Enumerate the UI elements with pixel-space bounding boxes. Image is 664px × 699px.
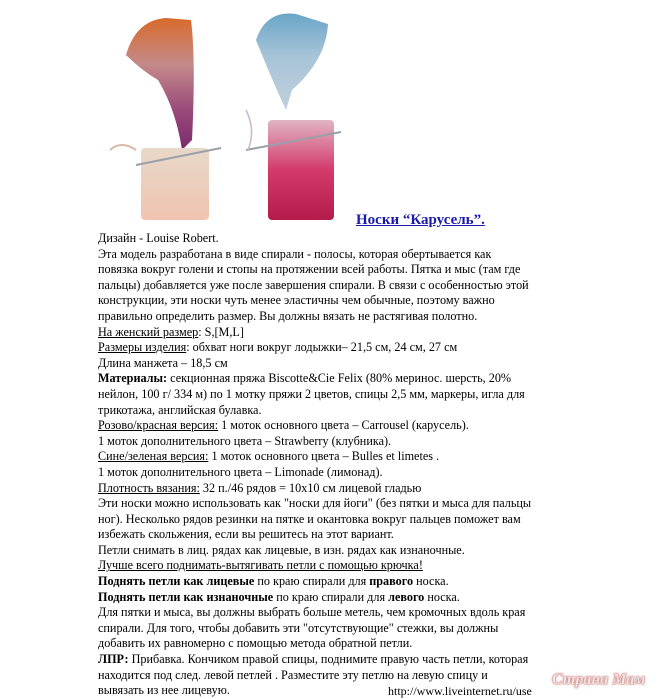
text-run: правого	[369, 574, 414, 589]
text-line	[98, 247, 658, 263]
text-run: носка.	[424, 589, 460, 604]
text-line	[98, 403, 658, 419]
text-run: по краю спирали для	[273, 589, 389, 604]
text-line	[98, 340, 658, 356]
text-run: Сине/зеленая версия:	[98, 449, 209, 464]
text-run: Материалы:	[98, 371, 168, 386]
text-run: 1 моток дополнительного цвета – Strawberry (клубника).	[98, 433, 392, 448]
text-run: ног). Несколько рядов резинки на пятке и окантовка вокруг пальцев поможет вам	[98, 511, 521, 526]
text-run: находится под след. левой петлей . Разместите эту петлю на левую спицу и	[98, 667, 488, 682]
text-line	[98, 543, 658, 559]
text-run: левого	[388, 589, 425, 604]
text-run: Поднять петли как изнаночные	[98, 589, 274, 604]
watermark-logo: Страна Мам	[552, 671, 646, 688]
text-run: Розово/красная версия:	[98, 418, 219, 433]
text-run: Лучше всего поднимать-вытягивать петли с помощью крючка!	[98, 558, 423, 573]
text-line	[98, 309, 658, 325]
text-run: 1 моток основного цвета – Bulles et limetes .	[208, 449, 440, 464]
text-line	[98, 496, 658, 512]
text-line	[98, 652, 658, 668]
text-run: : обхват ноги вокруг лодыжки– 21,5 см, 24 см, 27 см	[186, 340, 458, 355]
text-run: Дизайн - Louise Robert.	[98, 231, 219, 245]
text-line	[98, 621, 658, 637]
text-line	[98, 481, 658, 497]
text-run: 1 моток основного цвета – Carrousel (карусель).	[218, 418, 469, 433]
text-line	[98, 434, 658, 450]
text-line	[98, 231, 658, 247]
knitted-socks-image	[96, 0, 343, 232]
text-line	[98, 387, 658, 403]
text-run: 32 п./46 рядов = 10x10 см лицевой гладью	[199, 480, 422, 495]
text-line	[98, 356, 658, 372]
text-run: Эти носки можно использовать как "носки для йоги" (без пятки и мыса для пальцы	[98, 496, 532, 511]
article-title[interactable]: Носки “Карусель”.	[356, 212, 485, 228]
text-run: : S,[M,L]	[198, 324, 244, 339]
text-run: 1 моток дополнительного цвета – Limonade (лимонад).	[98, 464, 383, 479]
text-line	[98, 574, 658, 590]
text-line	[98, 605, 658, 621]
text-run: по краю спирали для	[254, 574, 370, 589]
text-run: нейлон, 100 г/ 334 м) по 1 мотку пряжи 2 цветов, спицы 2,5 мм, маркеры, игла для	[98, 386, 525, 401]
text-run: Плотность вязания:	[98, 480, 200, 495]
text-line	[98, 558, 658, 574]
text-run: Размеры изделия	[98, 340, 187, 355]
text-line	[98, 418, 658, 434]
text-line	[98, 325, 658, 341]
product-photo	[96, 0, 343, 232]
text-line	[98, 512, 658, 528]
text-run: конструкции, эти носки чуть менее эластичны чем обычные, поэтому важно	[98, 293, 495, 308]
text-run: повязка вокруг голени и стопы на протяжении всей работы. Пятка и мыс (там где	[98, 262, 521, 277]
text-run: пальцы) добавляется уже после завершения спирали. В связи с особенностью этой	[98, 277, 529, 292]
text-run: Прибавка. Кончиком правой спицы, поднимите правую часть петли, которая	[128, 652, 529, 667]
text-run: Эта модель разработана в виде спирали - полосы, которая обертывается как	[98, 246, 492, 261]
text-line	[98, 527, 658, 543]
text-run: носка.	[413, 574, 449, 589]
text-run: избежать скольжения, если вы решитесь на этот вариант.	[98, 527, 394, 542]
text-run: секционная пряжа Biscotte&Cie Felix (80% меринос. шерсть, 20%	[167, 371, 512, 386]
text-run: ЛПР:	[98, 652, 129, 667]
source-url[interactable]: http://www.liveinternet.ru/use	[388, 684, 532, 698]
text-line	[98, 262, 658, 278]
text-run: Для пятки и мыса, вы должны выбрать больше метель, чем кромочных вдоль края	[98, 605, 526, 620]
article-body	[98, 231, 658, 699]
text-line	[98, 293, 658, 309]
text-line	[98, 465, 658, 481]
text-run: Длина манжета – 18,5 см	[98, 355, 228, 370]
text-line	[98, 449, 658, 465]
text-run: трикотажа, английская булавка.	[98, 402, 262, 417]
text-run: Поднять петли как лицевые	[98, 574, 255, 589]
text-run: На женский размер	[98, 324, 199, 339]
text-run: вывязать из нее лицевую.	[98, 683, 230, 698]
text-run: добавить их равномерно с помощью метода обратной петли.	[98, 636, 413, 651]
text-line	[98, 278, 658, 294]
text-run: правильно определить размер. Вы должны вязать не растягивая полотно.	[98, 308, 478, 323]
text-line	[98, 371, 658, 387]
text-run: Петли снимать в лиц. рядах как лицевые, в изн. рядах как изнаночные.	[98, 542, 465, 557]
text-run: спирали. Для того, чтобы добавить эти "отсутствующие" стежки, вы должны	[98, 620, 499, 635]
text-line	[98, 636, 658, 652]
text-line	[98, 590, 658, 606]
